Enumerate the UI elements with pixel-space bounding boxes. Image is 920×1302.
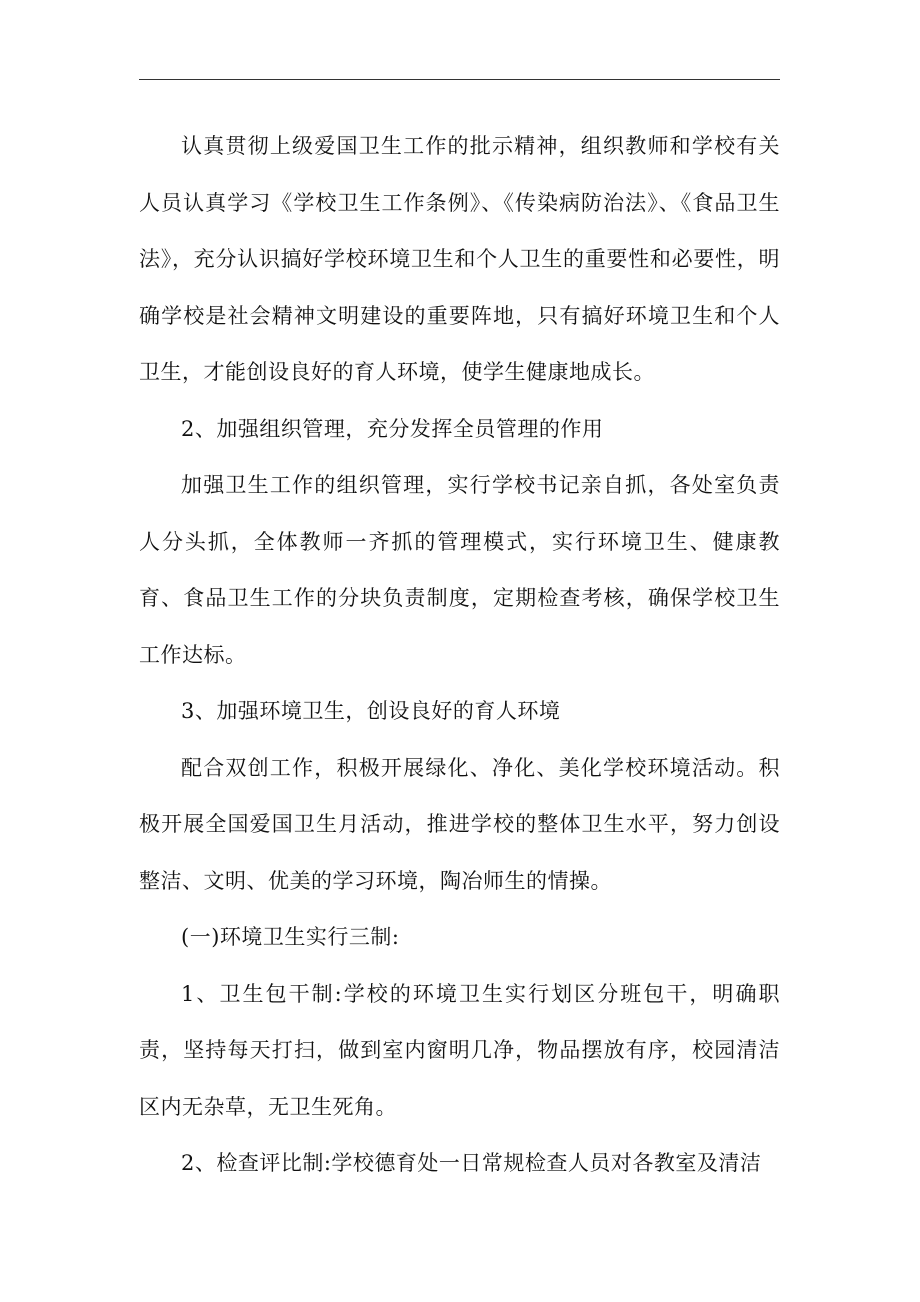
header-rule (139, 79, 780, 80)
section-heading-3: 3、加强环境卫生，创设良好的育人环境 (181, 699, 561, 723)
document-body (139, 118, 780, 1192)
section-heading-2: 2、加强组织管理，充分发挥全员管理的作用 (181, 416, 604, 441)
paragraph-environment: 配合双创工作，积极开展绿化、净化、美化学校环境活动。积极开展全国爱国卫生月活动，推进学校的整体卫生水平，努力创设整洁、文明、优美的学习环境，陶冶师生的情操。 (139, 755, 780, 893)
paragraph-intro: 认真贯彻上级爱国卫生工作的批示精神，组织教师和学校有关人员认真学习《学校卫生工作条例》、《传染病防治法》、《食品卫生法》，充分认识搞好学校环境卫生和个人卫生的重要性和必要性，明确学校是社会精神文明建设的重要阵地，只有搞好环境卫生和个人卫生，才能创设良好的育人环境，使学生健康地成长。 (139, 134, 780, 384)
paragraph-rule-1: 1、卫生包干制:学校的环境卫生实行划区分班包干，明确职责，坚持每天打扫，做到室内窗明几净，物品摆放有序，校园清洁区内无杂草，无卫生死角。 (139, 981, 780, 1119)
paragraph-rule-2: 2、检查评比制:学校德育处一日常规检查人员对各教室及清洁 (181, 1151, 762, 1175)
subsection-heading-1: (一)环境卫生实行三制: (181, 925, 400, 949)
paragraph-organization: 加强卫生工作的组织管理，实行学校书记亲自抓，各处室负责人分头抓，全体教师一齐抓的管理模式，实行环境卫生、健康教育、食品卫生工作的分块负责制度，定期检查考核，确保学校卫生工作达标。 (139, 473, 780, 667)
